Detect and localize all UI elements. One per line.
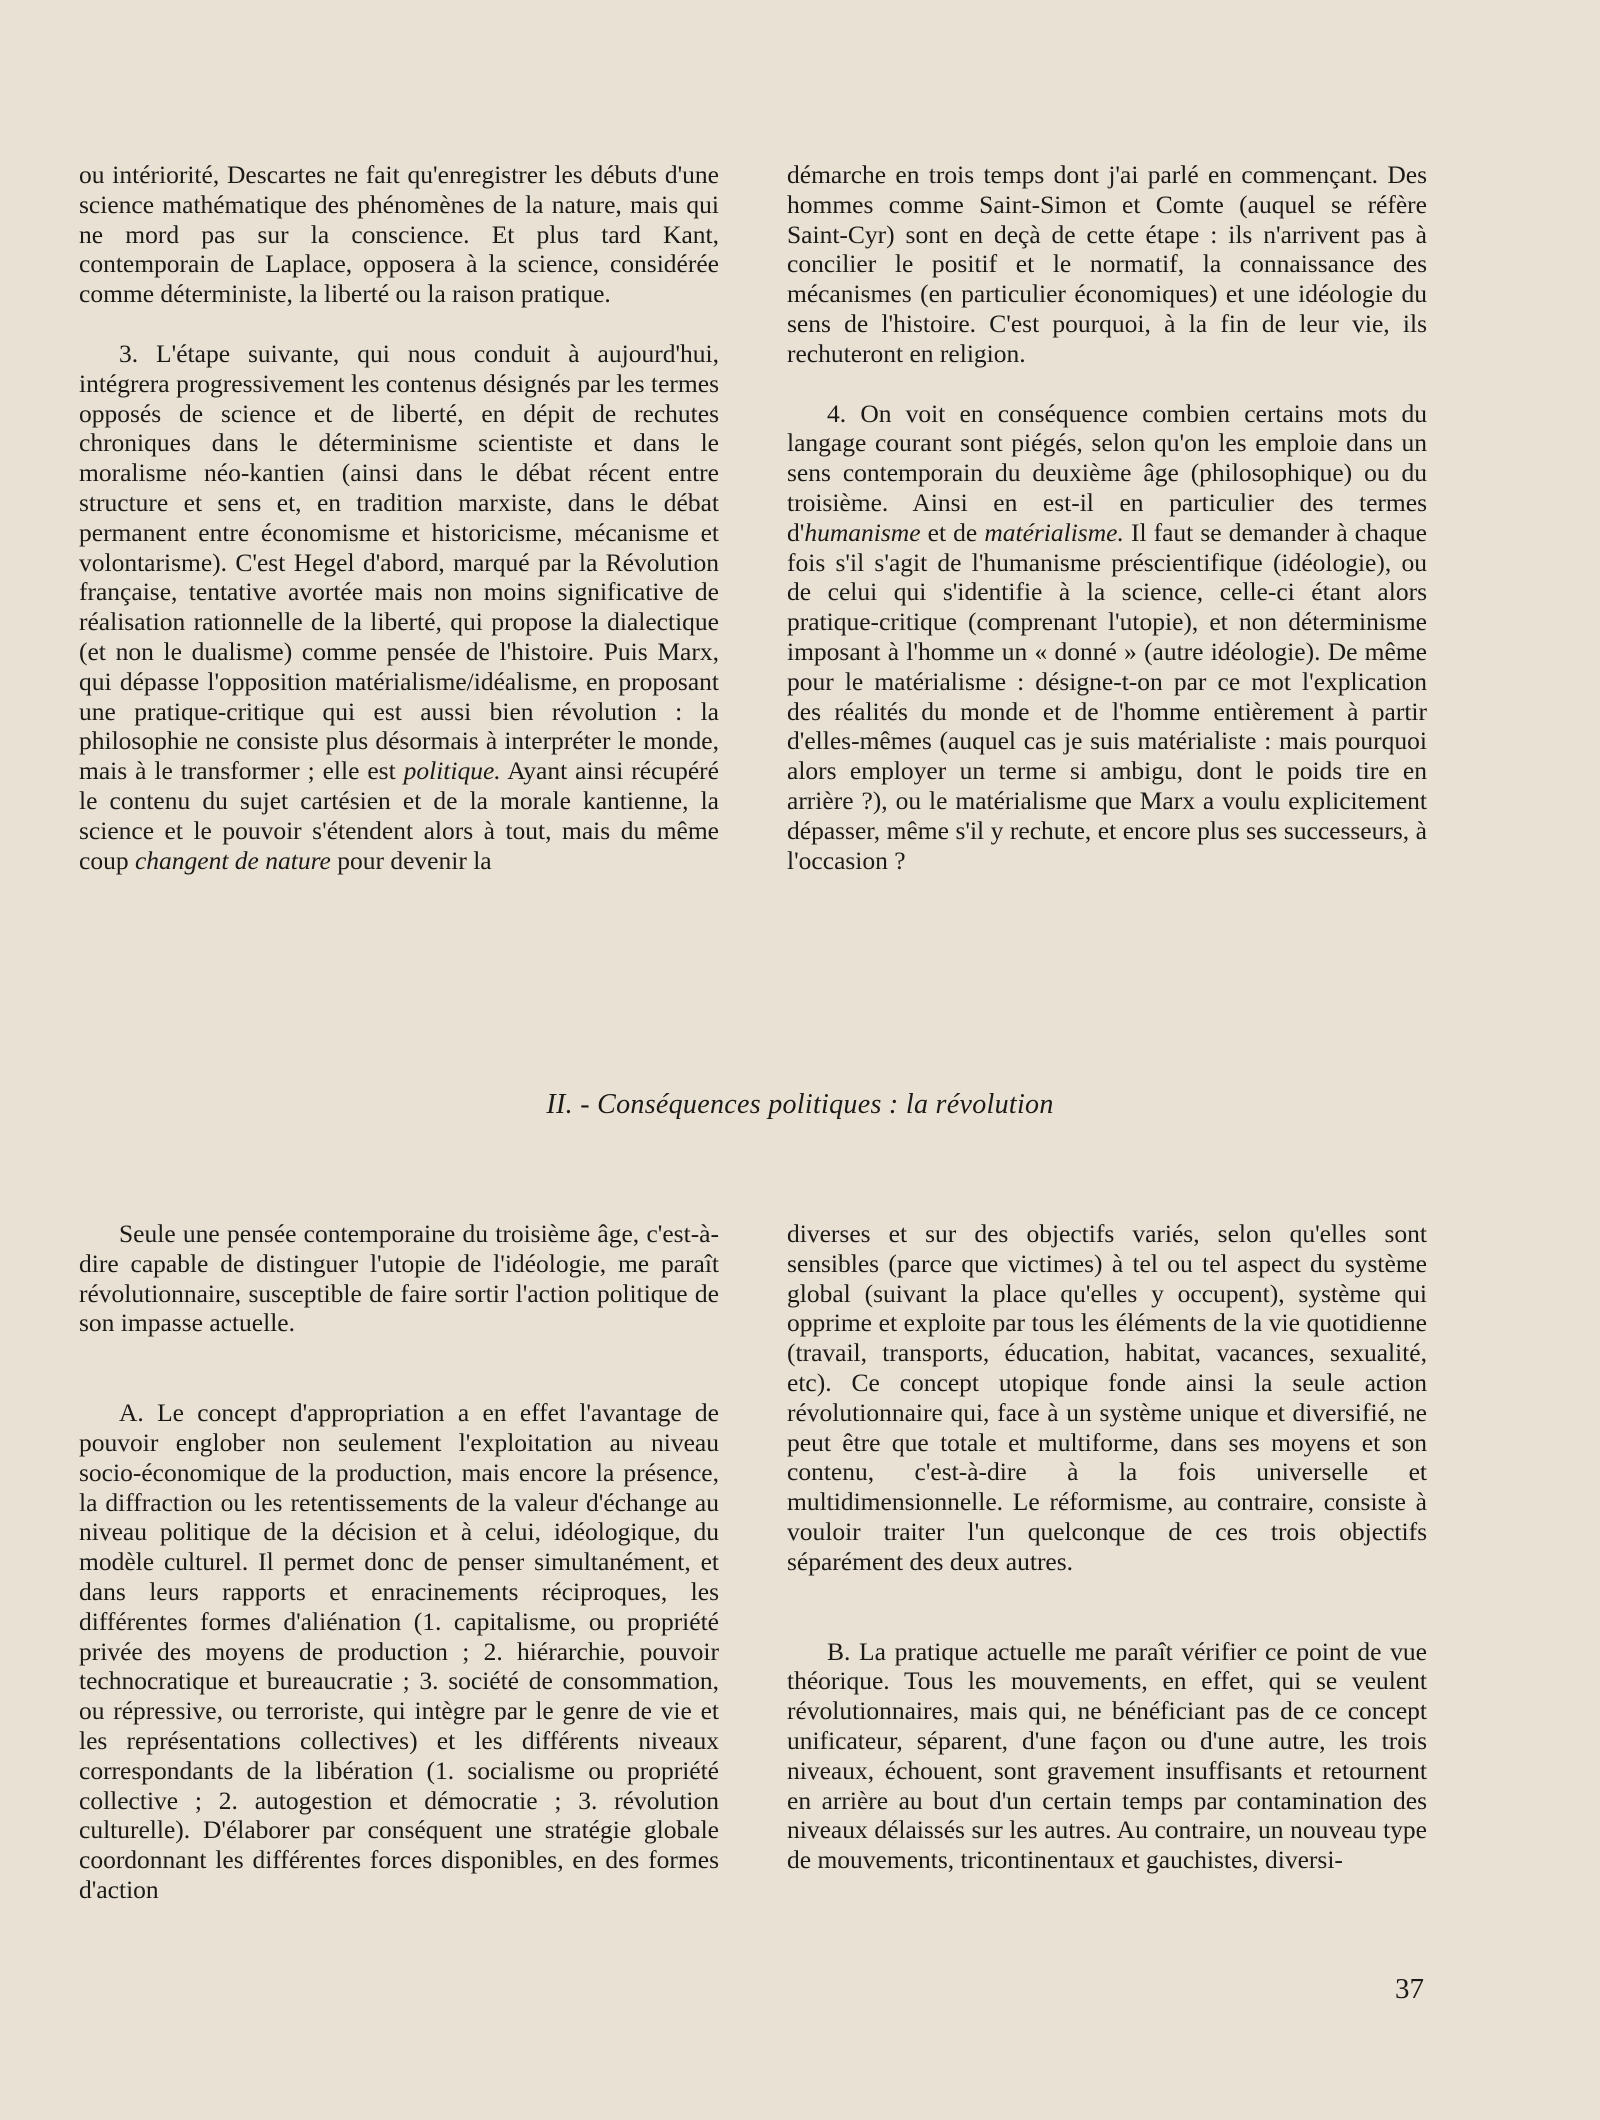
paragraph-a: A. Le concept d'appropriation a en effet l'avantage de pouvoir englober non seulement l'exploitation au niveau socio-économique de la production, mais encore la présence, la diffraction ou les retentissements de la valeur d'échange au niveau politique de la décision et à celui, idéologique, du modèle culturel. Il permet donc de penser simultanément, et dans leurs rapports et enracinements réciproques, les différentes formes d'aliénation (1. capitalisme, ou propriété privée des moyens de production ; 2. hiérarchie, pouvoir technocratique et bureaucratie ; 3. société de consommation, ou répressive, ou terroriste, qui intègre par le genre de vie et les représentations collectives) et les différents niveaux correspondants de la libération (1. socialisme ou propriété collective ; 2. autogestion et démocratie ; 3. révolution culturelle). D'élaborer par conséquent une stratégie globale coordonnant les différentes forces disponibles, en des formes d'action (79, 1398, 719, 1904)
paragraph: ou intériorité, Descartes ne fait qu'enregistrer les débuts d'une science mathématique des phénomènes de la nature, mais qui ne mord pas sur la conscience. Et plus tard Kant, contemporain de Laplace, opposera à la science, considérée comme déterministe, la liberté ou la raison pratique. (79, 160, 719, 309)
text-run: pour devenir la (330, 845, 492, 875)
section-heading: II. - Conséquences politiques : la révolution (546, 1089, 1054, 1120)
paragraph: démarche en trois temps dont j'ai parlé en commençant. Des hommes comme Saint-Simon et Comte (auquel se réfère Saint-Cyr) sont en deçà de cette étape : ils n'arrivent pas à concilier le positif et le normatif, la connaissance des mécanismes (en particulier économiques) et une idéologie du sens de l'histoire. C'est pourquoi, à la fin de leur vie, ils rechuteront en religion. (787, 160, 1427, 368)
italic-run: politique. (403, 756, 501, 786)
paragraph-step-4 (787, 399, 1427, 876)
italic-run: matérialisme. (984, 517, 1124, 547)
text-run: Ayant ainsi récupéré le contenu du sujet cartésien et de la morale kantienne, la science et le pouvoir s'étendent alors à tout, mais du même coup (79, 756, 719, 875)
paragraph: diverses et sur des objectifs variés, selon qu'elles sont sensibles (parce que victimes) à tel ou tel aspect du système global (suivant la place qu'elles y occupent), système qui opprime et exploite par tous les éléments de la vie quotidienne (travail, transports, éducation, habitat, vacances, sexualité, etc). Ce concept utopique fonde ainsi la seule action révolutionnaire qui, face à un système unique et diversifié, ne peut être que totale et multiforme, dans ses moyens et son contenu, c'est-à-dire à la fois universelle et multidimensionnelle. Le réformisme, au contraire, consiste à vouloir traiter l'un quelconque de ces trois objectifs séparément des deux autres. (787, 1219, 1427, 1576)
page-number: 37 (1395, 1973, 1424, 2005)
paragraph-b: B. La pratique actuelle me paraît vérifier ce point de vue théorique. Tous les mouvements, en effet, qui se veulent révolutionnaires, mais qui, ne bénéficiant pas de ce concept unificateur, séparent, d'une façon ou d'une autre, les trois niveaux, échouent, sont gravement insuffisants et retournent en arrière au bout d'un certain temps par contamination des niveaux délaissés sur les autres. Au contraire, un nouveau type de mouvements, tricontinentaux et gauchistes, diversi- (787, 1636, 1427, 1875)
column-bottom-right (787, 1219, 1427, 1875)
column-top-left (79, 160, 719, 875)
text-run: 4. On voit en conséquence combien certains mots du langage courant sont piégés, selon qu'on les emploie dans un sens contemporain du deuxième âge (philosophique) ou du troisième. Ainsi en est-il en particulier des termes d' (787, 398, 1427, 547)
text-run: et de (920, 517, 985, 547)
paragraph: Seule une pensée contemporaine du troisième âge, c'est-à-dire capable de distinguer l'utopie de l'idéologie, me paraît révolutionnaire, susceptible de faire sortir l'action politique de son impasse actuelle. (79, 1219, 719, 1338)
column-top-right (787, 160, 1427, 875)
text-run: 3. L'étape suivante, qui nous conduit à aujourd'hui, intégrera progressivement les contenus désignés par les termes opposés de science et de liberté, en dépit de rechutes chroniques dans le déterminisme scientiste et dans le moralisme néo-kantien (ainsi dans le débat récent entre structure et sens et, en tradition marxiste, dans le débat permanent entre économisme et historicisme, mécanisme et volontarisme). C'est Hegel d'abord, marqué par la Révolution française, tentative avortée mais non moins significative de réalisation rationnelle de la liberté, qui propose la dialectique (et non le dualisme) comme pensée de l'histoire. Puis Marx, qui dépasse l'opposition matérialisme/idéalisme, en proposant une pratique-critique qui est aussi bien révolution : la philosophie ne consiste plus désormais à interpréter le monde, mais à le transformer ; elle est (79, 338, 719, 786)
column-bottom-left (79, 1219, 719, 1905)
italic-run: humanisme (804, 517, 921, 547)
text-run: Il faut se demander à chaque fois s'il s'agit de l'humanisme préscientifique (idéologie), ou de celui qui s'identifie à la science, celle-ci étant alors pratique-critique (comprenant l'utopie), et non déterminisme imposant à l'homme un « donné » (autre idéologie). De même pour le matérialisme : désigne-t-on par ce mot l'explication des réalités du monde et de l'homme entièrement à partir d'elles-mêmes (auquel cas je suis matérialiste : mais pourquoi alors employer un terme si ambigu, dont le poids tire en arrière ?), ou le matérialisme que Marx a voulu explicitement dépasser, même s'il y rechute, et encore plus ses successeurs, à l'occasion ? (787, 517, 1427, 875)
paragraph-step-3 (79, 339, 719, 875)
italic-run: changent de nature (134, 845, 331, 875)
